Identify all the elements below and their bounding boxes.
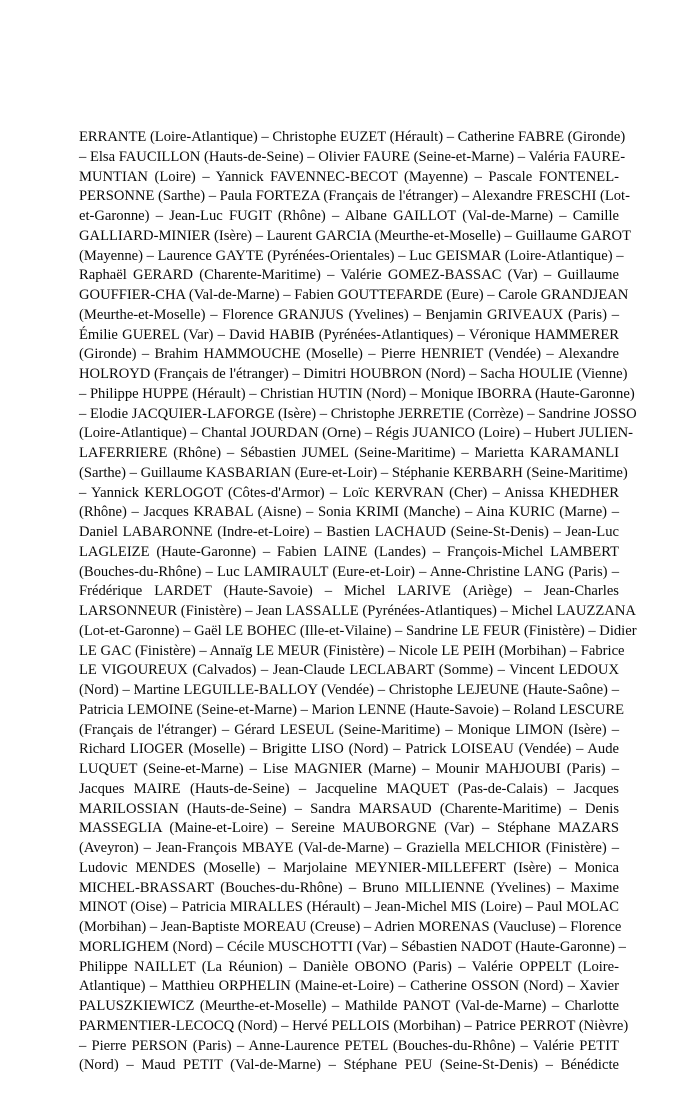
text-line: LAGLEIZE (Haute-Garonne) – Fabien LAINE (Landes) – François-Michel LAMBERT [79,543,619,560]
text-line: (Morbihan) – Jean-Baptiste MOREAU (Creuse) – Adrien MORENAS (Vaucluse) – Florence [79,919,622,935]
text-line: Ludovic MENDES (Moselle) – Marjolaine MEYNIER-MILLEFERT (Isère) – Monica [79,859,619,876]
text-line: (Meurthe-et-Moselle) – Florence GRANJUS (Yvelines) – Benjamin GRIVEAUX (Paris) – [79,306,619,323]
text-line: – Philippe HUPPE (Hérault) – Christian HUTIN (Nord) – Monique IBORRA (Haute-Garonne) [79,385,635,402]
text-line: (Aveyron) – Jean-François MBAYE (Val-de-Marne) – Graziella MELCHIOR (Finistère) – [79,840,619,856]
text-line: (Mayenne) – Laurence GAYTE (Pyrénées-Orientales) – Luc GEISMAR (Loire-Atlantique) – [79,247,624,264]
text-line: – Pierre PERSON (Paris) – Anne-Laurence PETEL (Bouches-du-Rhône) – Valérie PETIT [79,1037,619,1054]
text-line: Frédérique LARDET (Haute-Savoie) – Michel LARIVE (Ariège) – Jean-Charles [79,583,619,600]
text-line: MUNTIAN (Loire) – Yannick FAVENNEC-BECOT (Mayenne) – Pascale FONTENEL- [79,168,619,185]
text-line: MINOT (Oise) – Patricia MIRALLES (Hérault) – Jean-Michel MIS (Loire) – Paul MOLAC [79,899,619,916]
text-line: PERSONNE (Sarthe) – Paula FORTEZA (Français de l'étranger) – Alexandre FRESCHI (Lot- [79,188,630,205]
text-line: Raphaël GERARD (Charente-Maritime) – Valérie GOMEZ-BASSAC (Var) – Guillaume [79,267,619,284]
text-line: – Elodie JACQUIER-LAFORGE (Isère) – Christophe JERRETIE (Corrèze) – Sandrine JOSSO [79,405,637,422]
text-line: LE VIGOUREUX (Calvados) – Jean-Claude LECLABART (Somme) – Vincent LEDOUX [79,662,619,679]
text-line [79,1076,619,1096]
text-line: LAFERRIERE (Rhône) – Sébastien JUMEL (Seine-Maritime) – Marietta KARAMANLI [79,445,619,461]
text-line: – Elsa FAUCILLON (Hauts-de-Seine) – Olivier FAURE (Seine-et-Marne) – Valéria FAURE- [79,148,626,165]
text-line: (Gironde) – Brahim HAMMOUCHE (Moselle) – Pierre HENRIET (Vendée) – Alexandre [79,346,619,363]
text-line: (Nord) – Martine LEGUILLE-BALLOY (Vendée) – Christophe LEJEUNE (Haute-Saône) – [79,682,619,698]
text-line: GOUFFIER-CHA (Val-de-Marne) – Fabien GOUTTEFARDE (Eure) – Carole GRANDJEAN [79,287,629,303]
text-line: Émilie GUEREL (Var) – David HABIB (Pyrénées-Atlantiques) – Véronique HAMMERER [79,326,619,343]
text-line: MICHEL-BRASSART (Bouches-du-Rhône) – Bruno MILLIENNE (Yvelines) – Maxime [79,879,619,896]
text-line: LE GAC (Finistère) – Annaïg LE MEUR (Finistère) – Nicole LE PEIH (Morbihan) – Fabrice [79,642,625,659]
text-line: LUQUET (Seine-et-Marne) – Lise MAGNIER (Marne) – Mounir MAHJOUBI (Paris) – [79,761,619,777]
text-line: ERRANTE (Loire-Atlantique) – Christophe EUZET (Hérault) – Catherine FABRE (Gironde) [79,129,626,145]
text-line: Jacques MAIRE (Hauts-de-Seine) – Jacqueline MAQUET (Pas-de-Calais) – Jacques [79,780,619,797]
text-line [79,1096,619,1116]
text-line: HOLROYD (Français de l'étranger) – Dimitri HOUBRON (Nord) – Sacha HOULIE (Vienne) [79,366,628,382]
text-line: et-Garonne) – Jean-Luc FUGIT (Rhône) – Albane GAILLOT (Val-de-Marne) – Camille [79,208,619,224]
text-line: PALUSZKIEWICZ (Meurthe-et-Moselle) – Mathilde PANOT (Val-de-Marne) – Charlotte [79,998,619,1014]
text-line: Atlantique) – Matthieu ORPHELIN (Maine-et-Loire) – Catherine OSSON (Nord) – Xavier [79,978,619,995]
text-line: MASSEGLIA (Maine-et-Loire) – Sereine MAUBORGNE (Var) – Stéphane MAZARS [79,820,619,837]
text-line: (Français de l'étranger) – Gérard LESEUL (Seine-Maritime) – Monique LIMON (Isère) – [79,721,619,738]
text-line: LARSONNEUR (Finistère) – Jean LASSALLE (Pyrénées-Atlantiques) – Michel LAUZZANA [79,603,636,619]
text-line: Philippe NAILLET (La Réunion) – Danièle OBONO (Paris) – Valérie OPPELT (Loire- [79,958,619,975]
text-line: MARILOSSIAN (Hauts-de-Seine) – Sandra MARSAUD (Charente-Maritime) – Denis [79,800,619,817]
deputies-name-list [79,128,637,1116]
text-line: – Yannick KERLOGOT (Côtes-d'Armor) – Loïc KERVRAN (Cher) – Anissa KHEDHER [79,484,619,501]
text-line: (Lot-et-Garonne) – Gaël LE BOHEC (Ille-et-Vilaine) – Sandrine LE FEUR (Finistère) – Didier [79,622,637,639]
text-line: GALLIARD-MINIER (Isère) – Laurent GARCIA (Meurthe-et-Moselle) – Guillaume GAROT [79,227,631,244]
text-line: Patricia LEMOINE (Seine-et-Marne) – Marion LENNE (Haute-Savoie) – Roland LESCURE [79,701,625,718]
text-line: (Bouches-du-Rhône) – Luc LAMIRAULT (Eure-et-Loir) – Anne-Christine LANG (Paris) – [79,563,619,580]
text-line: (Rhône) – Jacques KRABAL (Aisne) – Sonia KRIMI (Manche) – Aina KURIC (Marne) – [79,504,619,521]
text-line: Richard LIOGER (Moselle) – Brigitte LISO (Nord) – Patrick LOISEAU (Vendée) – Aude [79,741,619,758]
text-line: (Nord) – Maud PETIT (Val-de-Marne) – Stéphane PEU (Seine-St-Denis) – Bénédicte [79,1057,619,1074]
text-line: MORLIGHEM (Nord) – Cécile MUSCHOTTI (Var) – Sébastien NADOT (Haute-Garonne) – [79,938,626,955]
text-line: PARMENTIER-LECOCQ (Nord) – Hervé PELLOIS (Morbihan) – Patrice PERROT (Nièvre) [79,1017,629,1034]
text-line: (Sarthe) – Guillaume KASBARIAN (Eure-et-Loir) – Stéphanie KERBARH (Seine-Maritime) [79,464,628,481]
text-line: Daniel LABARONNE (Indre-et-Loire) – Bastien LACHAUD (Seine-St-Denis) – Jean-Luc [79,524,619,540]
text-line: (Loire-Atlantique) – Chantal JOURDAN (Orne) – Régis JUANICO (Loire) – Hubert JULIEN- [79,425,634,442]
